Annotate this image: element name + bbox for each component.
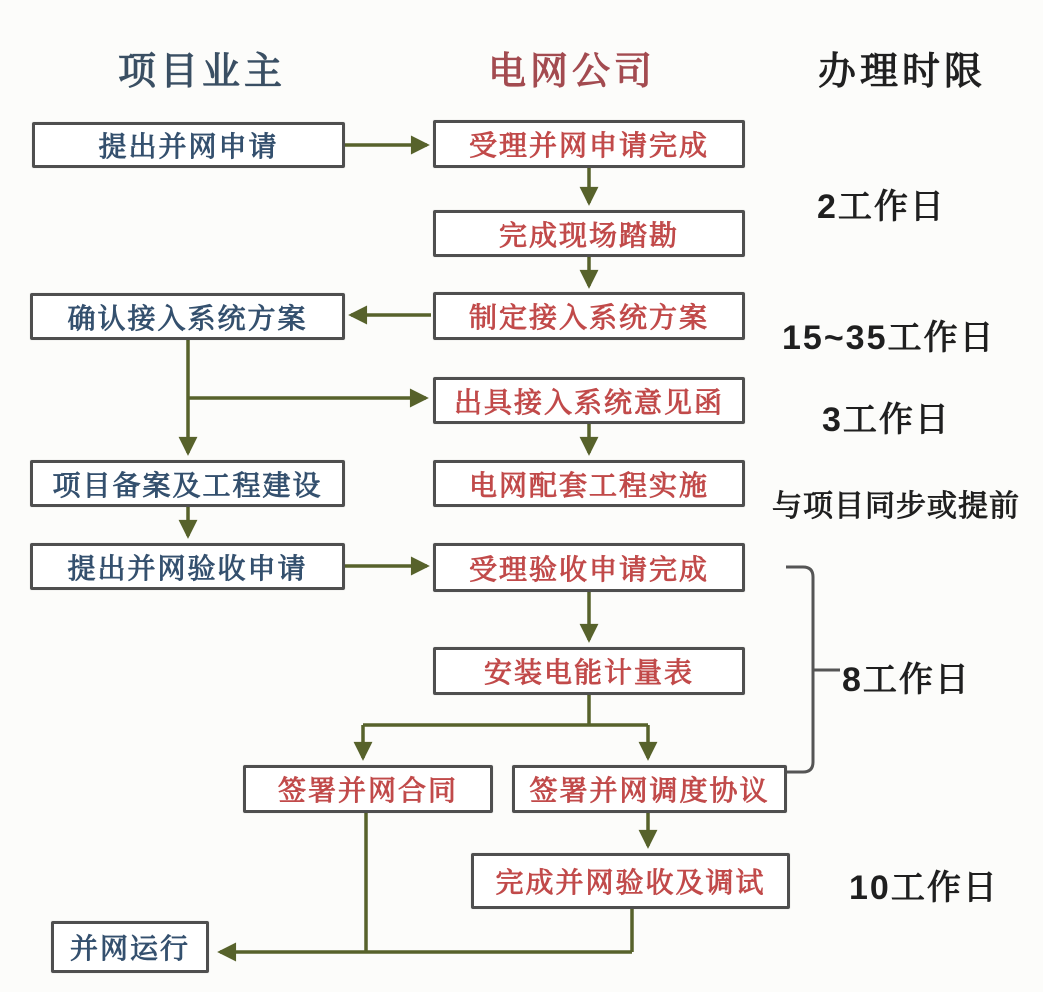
flow-box-site-survey-complete: 完成现场踏勘 — [433, 210, 745, 257]
flow-box-submit-grid-application: 提出并网申请 — [32, 122, 345, 168]
flow-box-confirm-access-plan: 确认接入系统方案 — [30, 293, 345, 340]
duration-label-sync-with-project: 与项目同步或提前 — [772, 490, 1020, 523]
flow-box-complete-acceptance-test: 完成并网验收及调试 — [471, 853, 790, 909]
flow-box-sign-grid-contract: 签署并网合同 — [243, 765, 493, 813]
duration-label-10-workdays: 10工作日 — [849, 869, 999, 907]
flow-box-draft-access-plan: 制定接入系统方案 — [433, 292, 745, 340]
line-meter-split — [363, 695, 648, 725]
duration-label-2-workdays: 2工作日 — [817, 188, 946, 226]
column-header-processing-time: 办理时限 — [818, 51, 987, 93]
duration-label-8-workdays: 8工作日 — [842, 661, 971, 699]
column-header-grid-company: 电网公司 — [488, 51, 657, 93]
column-header-project-owner: 项目业主 — [118, 51, 287, 93]
flow-box-application-accepted: 受理并网申请完成 — [433, 120, 745, 168]
flow-box-submit-acceptance-application: 提出并网验收申请 — [30, 543, 345, 590]
duration-label-3-workdays: 3工作日 — [822, 401, 951, 439]
flow-box-project-filing-construction: 项目备案及工程建设 — [30, 460, 345, 507]
flow-box-acceptance-application-accepted: 受理验收申请完成 — [433, 543, 745, 592]
flow-box-sign-dispatch-agreement: 签署并网调度协议 — [512, 765, 787, 813]
flow-box-grid-operation: 并网运行 — [51, 921, 209, 973]
bracket-8-workdays — [786, 567, 840, 772]
flow-box-grid-supporting-works: 电网配套工程实施 — [433, 460, 745, 507]
flow-box-issue-opinion-letter: 出具接入系统意见函 — [433, 377, 745, 424]
duration-label-15-35-workdays: 15~35工作日 — [782, 319, 996, 357]
flow-box-install-energy-meter: 安装电能计量表 — [433, 647, 745, 695]
